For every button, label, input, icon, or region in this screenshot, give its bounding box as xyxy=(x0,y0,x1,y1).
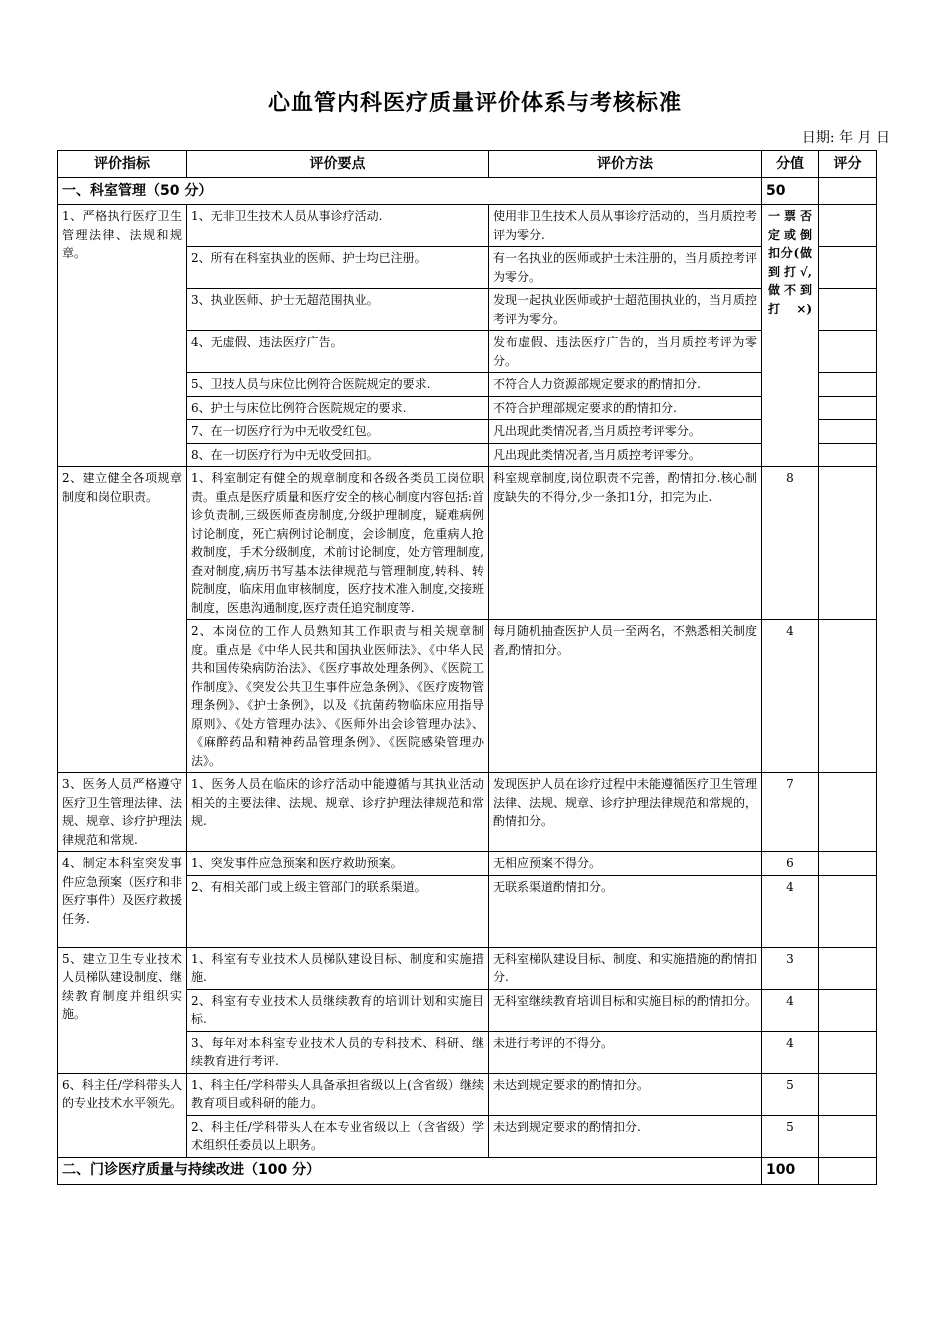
table-row xyxy=(58,467,877,620)
section-score: 50 xyxy=(762,178,819,205)
header-method: 评价方法 xyxy=(489,151,762,178)
header-rating: 评分 xyxy=(819,151,877,178)
rating-cell xyxy=(819,1157,877,1184)
method-cell: 发布虚假、违法医疗广告的，当月质控考评为零分。 xyxy=(489,331,762,373)
point-cell: 8、在一切医疗行为中无收受回扣。 xyxy=(187,443,489,467)
score-cell: 4 xyxy=(762,1031,819,1073)
section-title: 二、门诊医疗质量与持续改进（100 分） xyxy=(58,1157,762,1184)
point-cell: 5、卫技人员与床位比例符合医院规定的要求. xyxy=(187,373,489,397)
rating-cell xyxy=(819,205,877,247)
page-title: 心血管内科医疗质量评价体系与考核标准 xyxy=(267,91,682,116)
point-cell: 1、突发事件应急预案和医疗救助预案。 xyxy=(187,852,489,876)
point-cell: 2、本岗位的工作人员熟知其工作职责与相关规章制度。重点是《中华人民共和国执业医师法》、《中华人民共和国传染病防治法》、《医疗事故处理条例》、《医院工作制度》、《突发公共卫生事件应急条例》、《医疗废物管理条例》、《护士条例》，以及《抗菌药物临床应用指导原则》、《处方管理办法》、《医师外出会诊管理办法》、《麻醉药品和精神药品管理条例》、《医院感染管理办法》。 xyxy=(187,620,489,773)
score-cell: 3 xyxy=(762,947,819,989)
point-cell: 3、每年对本科室专业技术人员的专科技术、科研、继续教育进行考评. xyxy=(187,1031,489,1073)
point-cell: 6、护士与床位比例符合医院规定的要求. xyxy=(187,396,489,420)
rating-cell xyxy=(819,989,877,1031)
point-cell: 7、在一切医疗行为中无收受红包。 xyxy=(187,420,489,444)
indicator-cell: 4、制定本科室突发事件应急预案（医疗和非医疗事件）及医疗救援任务. xyxy=(58,852,187,948)
rating-cell xyxy=(819,289,877,331)
rating-cell xyxy=(819,373,877,397)
header-indicator: 评价指标 xyxy=(58,151,187,178)
method-cell: 无科室梯队建设目标、制度、和实施措施的酌情扣分. xyxy=(489,947,762,989)
rating-cell xyxy=(819,947,877,989)
method-cell: 发现医护人员在诊疗过程中未能遵循医疗卫生管理法律、法规、规章、诊疗护理法律规范和常规的，酌情扣分。 xyxy=(489,773,762,852)
section-score: 100 xyxy=(762,1157,819,1184)
rating-cell xyxy=(819,875,877,947)
method-cell: 未达到规定要求的酌情扣分. xyxy=(489,1115,762,1157)
table-row xyxy=(58,205,877,247)
date-label: 日期: 年 月 日 xyxy=(801,130,890,146)
indicator-cell: 6、科主任/学科带头人的专业技术水平领先。 xyxy=(58,1073,187,1157)
method-cell: 无联系渠道酌情扣分。 xyxy=(489,875,762,947)
point-cell: 1、科室制定有健全的规章制度和各级各类员工岗位职责。重点是医疗质量和医疗安全的核心制度内容包括:首诊负责制,三级医师查房制度,分级护理制度，疑难病例讨论制度，死亡病例讨论制度，会诊制度，危重病人抢救制度，手术分级制度，术前讨论制度，处方管理制度,查对制度,病历书写基本法律规范与管理制度,转科、转院制度，临床用血审核制度，医疗技术准入制度,交接班制度，医患沟通制度,医疗责任追究制度等. xyxy=(187,467,489,620)
score-cell: 4 xyxy=(762,875,819,947)
rating-cell xyxy=(819,1031,877,1073)
method-cell: 凡出现此类情况者,当月质控考评零分。 xyxy=(489,443,762,467)
point-cell: 1、科主任/学科带头人具备承担省级以上(含省级）继续教育项目或科研的能力。 xyxy=(187,1073,489,1115)
evaluation-table xyxy=(57,150,877,1185)
score-cell: 8 xyxy=(762,467,819,620)
rating-cell xyxy=(819,620,877,773)
point-cell: 2、科主任/学科带头人在本专业省级以上（含省级）学术组织任委员以上职务。 xyxy=(187,1115,489,1157)
section-title: 一、科室管理（50 分） xyxy=(58,178,762,205)
method-cell: 凡出现此类情况者,当月质控考评零分。 xyxy=(489,420,762,444)
rating-cell xyxy=(819,1115,877,1157)
score-cell: 5 xyxy=(762,1115,819,1157)
table-row xyxy=(58,773,877,852)
rating-cell xyxy=(819,247,877,289)
section-row xyxy=(58,178,877,205)
score-cell: 6 xyxy=(762,852,819,876)
indicator-cell: 5、建立卫生专业技术人员梯队建设制度、继续教育制度并组织实施。 xyxy=(58,947,187,1073)
point-cell: 4、无虚假、违法医疗广告。 xyxy=(187,331,489,373)
table-row xyxy=(58,852,877,876)
indicator-cell: 1、严格执行医疗卫生管理法律、法规和规章。 xyxy=(58,205,187,467)
method-cell: 无相应预案不得分。 xyxy=(489,852,762,876)
method-cell: 使用非卫生技术人员从事诊疗活动的，当月质控考评为零分. xyxy=(489,205,762,247)
rating-cell xyxy=(819,773,877,852)
point-cell: 1、无非卫生技术人员从事诊疗活动. xyxy=(187,205,489,247)
rating-cell xyxy=(819,396,877,420)
point-cell: 2、科室有专业技术人员继续教育的培训计划和实施目标. xyxy=(187,989,489,1031)
method-cell: 发现一起执业医师或护士超范围执业的，当月质控考评为零分。 xyxy=(489,289,762,331)
rating-cell xyxy=(819,467,877,620)
header-point: 评价要点 xyxy=(187,151,489,178)
header-score: 分值 xyxy=(762,151,819,178)
veto-note: 一票否定或倒扣分(做到打√,做不到打×) xyxy=(762,205,819,467)
rating-cell xyxy=(819,852,877,876)
score-cell: 7 xyxy=(762,773,819,852)
method-cell: 每月随机抽查医护人员一至两名，不熟悉相关制度者,酌情扣分。 xyxy=(489,620,762,773)
table-row xyxy=(58,947,877,989)
point-cell: 3、执业医师、护士无超范围执业。 xyxy=(187,289,489,331)
score-cell: 5 xyxy=(762,1073,819,1115)
method-cell: 未达到规定要求的酌情扣分。 xyxy=(489,1073,762,1115)
rating-cell xyxy=(819,178,877,205)
indicator-cell: 2、建立健全各项规章制度和岗位职责。 xyxy=(58,467,187,773)
point-cell: 1、科室有专业技术人员梯队建设目标、制度和实施措施. xyxy=(187,947,489,989)
method-cell: 有一名执业的医师或护士未注册的，当月质控考评为零分。 xyxy=(489,247,762,289)
indicator-cell: 3、医务人员严格遵守医疗卫生管理法律、法规、规章、诊疗护理法律规范和常规. xyxy=(58,773,187,852)
method-cell: 不符合人力资源部规定要求的酌情扣分. xyxy=(489,373,762,397)
method-cell: 无科室继续教育培训目标和实施目标的酌情扣分。 xyxy=(489,989,762,1031)
table-header-row xyxy=(58,151,877,178)
point-cell: 1、医务人员在临床的诊疗活动中能遵循与其执业活动相关的主要法律、法规、规章、诊疗护理法律规范和常规. xyxy=(187,773,489,852)
method-cell: 科室规章制度,岗位职责不完善，酌情扣分.核心制度缺失的不得分,少一条扣1分，扣完为止. xyxy=(489,467,762,620)
method-cell: 未进行考评的不得分。 xyxy=(489,1031,762,1073)
section-row xyxy=(58,1157,877,1184)
score-cell: 4 xyxy=(762,989,819,1031)
rating-cell xyxy=(819,443,877,467)
method-cell: 不符合护理部规定要求的酌情扣分. xyxy=(489,396,762,420)
table-row xyxy=(58,1073,877,1115)
rating-cell xyxy=(819,331,877,373)
point-cell: 2、所有在科室执业的医师、护士均已注册。 xyxy=(187,247,489,289)
rating-cell xyxy=(819,1073,877,1115)
point-cell: 2、有相关部门或上级主管部门的联系渠道。 xyxy=(187,875,489,947)
rating-cell xyxy=(819,420,877,444)
score-cell: 4 xyxy=(762,620,819,773)
